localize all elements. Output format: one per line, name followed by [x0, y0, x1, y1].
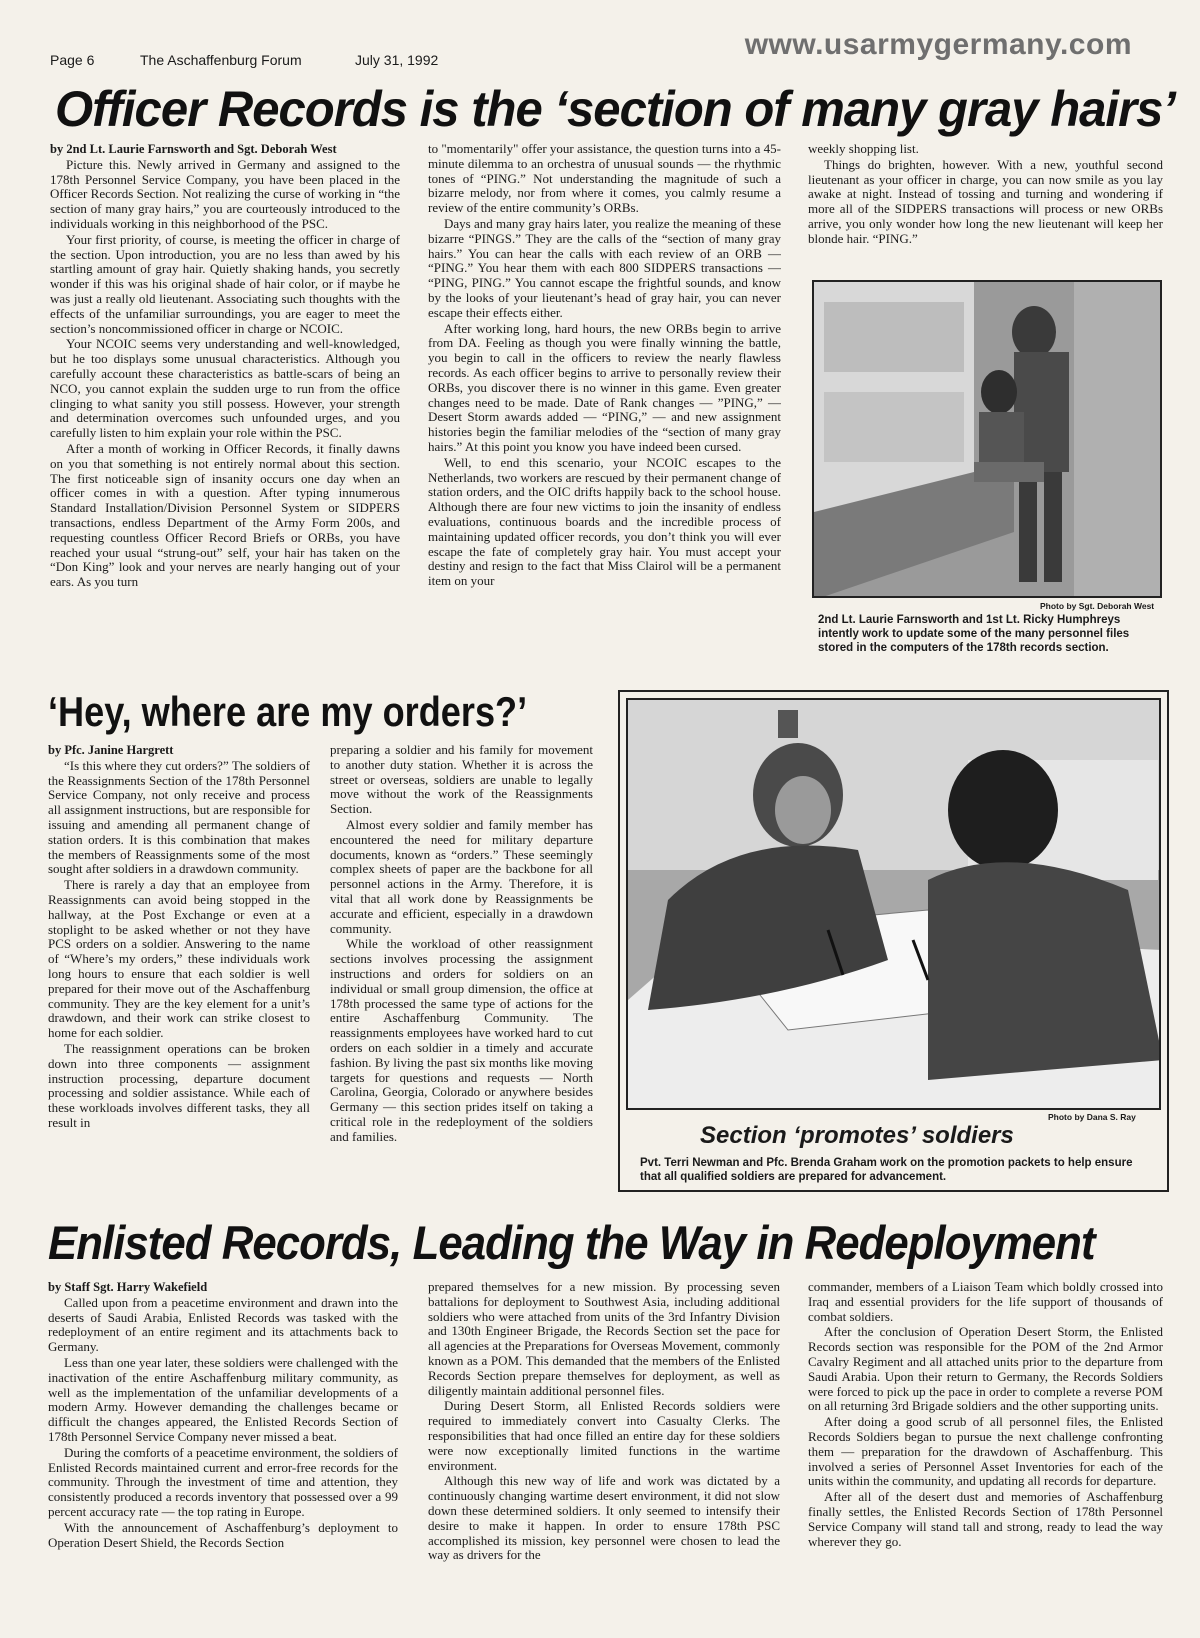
byline: by 2nd Lt. Laurie Farnsworth and Sgt. Deborah West: [50, 142, 337, 156]
headline-officer-records: Officer Records is the ‘section of many gray hairs’: [55, 81, 1176, 137]
headline-where-are-my-orders: ‘Hey, where are my orders?’: [48, 688, 528, 735]
photo-officers-at-computers: [812, 280, 1162, 598]
paragraph: preparing a soldier and his family for movement to another duty station. Whether it is across the street or overseas, soldiers are unable to legally move without the work of the Reassignments Section.: [330, 743, 593, 817]
paragraph: Called upon from a peacetime environment and drawn into the deserts of Saudi Arabia, Enlisted Records was tasked with the redeployment of an entire regiment and its attachments back to Germany.: [48, 1294, 398, 1355]
paragraph: Almost every soldier and family member has encountered the need for military departure documents, known as “orders.” These seemingly complex sheets of paper are the backbone for all personnel actions in the Army. Therefore, it is vital that all work done by Reassignments be accurate and efficient, especially in a drawdown community.: [330, 816, 593, 936]
paragraph: During Desert Storm, all Enlisted Records soldiers were required to immediately convert into Casualty Clerks. The responsibilities that had once filled an entire day for these soldiers were now exceptionally limited functions in the wartime environment.: [428, 1398, 780, 1473]
article1-column-1: [50, 142, 400, 674]
paragraph: Less than one year later, these soldiers were challenged with the inactivation of the entire Aschaffenburg military community, as well as the implementation of the unfamiliar developments of a modern Army. However demanding the challenges became or difficult the changes appeared, the Enlisted Records Section of 178th Personnel Service Company never missed a beat.: [48, 1354, 398, 1444]
paragraph: After doing a good scrub of all personnel files, the Enlisted Records Soldiers began to pursue the next challenge confronting them — preparation for the drawdown of Aschaffenburg. This involved a series of Personnel Asset Inventories for each of the units within the community, and updating all records for departure.: [808, 1414, 1163, 1489]
paragraph: “Is this where they cut orders?” The soldiers of the Reassignments Section of the 178th Personnel Service Company, not only receive and process all assignment instructions, but are responsible for issuing and amending all permanent change of station orders. It is this combination that makes the members of Reassignments some of the most sought after soldiers in a drawdown community.: [48, 757, 310, 877]
photo-caption: Pvt. Terri Newman and Pfc. Brenda Graham work on the promotion packets to help ensure that all qualified soldiers are prepared for advancement.: [640, 1157, 1133, 1183]
newspaper-name: The Aschaffenburg Forum: [140, 52, 302, 68]
paragraph: After the conclusion of Operation Desert Storm, the Enlisted Records section was responsible for the POM of the 2nd Armor Cavalry Regiment and all attached units prior to the departure from Saudi Arabia. Upon their return to Germany, the Records Soldiers were forced to pick up the pace in order to complete a reverse POM on all returning 3rd Brigade soldiers and the other supporting units.: [808, 1324, 1163, 1414]
page-number: Page 6: [50, 52, 95, 68]
paragraph: Your NCOIC seems very understanding and well-knowledged, but he too displays some unusual characteristics. Although you carefully account these characteristics as battle-scars of being an NCO, you cannot explain the sudden urge to run from the office clinging to what sanity you still possess. However, your strength and determination overcomes such unfounded urges, and you carefully listen to him explain your role within the PSC.: [50, 336, 400, 441]
photo-credit: Photo by Dana S. Ray: [1048, 1112, 1136, 1122]
photo-caption: 2nd Lt. Laurie Farnsworth and 1st Lt. Ricky Humphreys intently work to update some of the many personnel files stored in the computers of the 178th records section.: [818, 614, 1130, 654]
paragraph: After a month of working in Officer Records, it finally dawns on you that something is not entirely normal about this section. The first noticeable sign of insanity occurs one day when an officer comes in with a question. After typing innumerous Standard Installation/Division Personnel System or SIDPERS transactions, endless Department of the Army Form 200s, and requesting countless Officer Record Briefs or ORBs, you have reached your usual “strung-out” self, your hair has taken on the “Don King” look and your nerves are nearly hanging out of your ears. As you turn: [50, 440, 400, 590]
article3-column-2: [428, 1280, 780, 1625]
paragraph: The reassignment operations can be broken down into three components — assignment instruction processing, departure document processing and soldier assistance. While each of these workloads involves different tasks, they all result in: [48, 1040, 310, 1130]
photo-soldiers-writing: [626, 698, 1161, 1110]
site-url: www.usarmygermany.com: [744, 28, 1132, 61]
paragraph: With the announcement of Aschaffenburg’s deployment to Operation Desert Shield, the Records Section: [48, 1519, 398, 1550]
paragraph: Well, to end this scenario, your NCOIC escapes to the Netherlands, two workers are rescued by their permanent change of station orders, and the OIC drifts happily back to the school house. Although there are four new victims to join the insanity of endless evaluations, continuous boards and the incredible process of maintaining updated officer records, you don’t think you will ever escape the fate of completely gray hair. You must accept your destiny and resign to the fact that Miss Clairol will be a permanent item on your: [428, 454, 781, 589]
photo-subhead: Section ‘promotes’ soldiers: [700, 1122, 1014, 1149]
headline-enlisted-records: Enlisted Records, Leading the Way in Redeployment: [48, 1216, 1095, 1269]
article3-column-3: [808, 1280, 1163, 1625]
photo-image: [814, 282, 1162, 598]
article1-column-2: [428, 142, 781, 674]
paragraph: During the comforts of a peacetime environment, the soldiers of Enlisted Records maintained current and error-free records for the community. Through the investment of time and attention, they consistently produced a records inventory that possessed over a 99 percent accuracy rate — the top rating in Europe.: [48, 1444, 398, 1519]
paragraph: There is rarely a day that an employee from Reassignments can avoid being stopped in the hallway, at the Post Exchange or even at a stoplight to be asked whether or not they have PCS orders on a soldier. Answering to the name of “Where’s my orders,” these individuals work long hours to ensure that each soldier is well prepared for their move out of the Aschaffenburg community. They are the key element for a unit’s drawdown, and their work can strike closest to home for each soldier.: [48, 877, 310, 1041]
paragraph: commander, members of a Liaison Team which boldly crossed into Iraq and essential providers for the life support of thousands of combat soldiers.: [808, 1280, 1163, 1324]
article2-column-2: [330, 743, 593, 1203]
paragraph: While the workload of other reassignment sections involves processing the assignment instructions and orders for soldiers on an individual or small group dimension, the office at 178th processed the same type of actions for the entire Aschaffenburg Community. The reassignments employees have worked hard to cut orders on each soldier in a timely and accurate fashion. By living the past six months like moving targets for questions and requests — North Carolina, Georgia, Colorado or anywhere besides Germany — this section prides itself on taking a critical role in the redeployment of the soldiers and families.: [330, 936, 593, 1144]
byline: by Pfc. Janine Hargrett: [48, 743, 174, 757]
paragraph: weekly shopping list.: [808, 142, 919, 156]
paragraph: prepared themselves for a new mission. By processing seven battalions for deployment to Southwest Asia, including additional soldiers who were attached from units of the 3rd Infantry Division and 130th Engineer Brigade, the Records Section set the pace for all agencies at the Preparations for Overseas Movement, commonly known as a POM. This demanded that the members of the Enlisted Records Section prepare themselves for deployment, as well as diligently maintain additional personnel files.: [428, 1280, 780, 1398]
paragraph: Although this new way of life and work was dictated by a continuously changing wartime desert environment, it did not slow down these determined soldiers. It only seemed to intensify their desire to make it happen. In order to ensure 178th PSC accomplished its mission, key personnel were chosen to lead the way as drivers for the: [428, 1473, 780, 1563]
paragraph: Picture this. Newly arrived in Germany and assigned to the 178th Personnel Service Company, you have been placed in the Officer Records Section. Not realizing the curse of working in “the section of many gray hairs,” you are courteously introduced to the individuals working in this neighborhood of the PSC.: [50, 156, 400, 231]
issue-date: July 31, 1992: [355, 52, 439, 68]
paragraph: Days and many gray hairs later, you realize the meaning of these bizarre “PINGS.” They are the calls of the “section of many gray hairs.” You can hear the calls with each review of an ORB — “PING.” You hear them with each 800 SIDPERS transactions — “PING, PING.” You cannot escape the frightful sounds, and know by the looks of your lieutenant’s head of gray hair, you can never escape their effects either.: [428, 215, 781, 320]
article1-column-3: [808, 142, 1163, 272]
photo-image: [628, 700, 1161, 1110]
article2-column-1: [48, 743, 310, 1203]
paragraph: Things do brighten, however. With a new, youthful second lieutenant as your officer in charge, you can now smile as you lay awake at night. Instead of tossing and turning and wondering if more all of the SIDPERS transactions will process or new ORBs arrive, you only wonder how long the new lieutenant will keep her blonde hair. “PING.”: [808, 156, 1163, 246]
photo-credit: Photo by Sgt. Deborah West: [1040, 601, 1155, 611]
article3-column-1: [48, 1280, 398, 1625]
paragraph: Your first priority, of course, is meeting the officer in charge of the section. Upon introduction, you are no less than awed by his startling amount of gray hair. Quietly shaking hands, you secretly wonder if this was his original shade of hair color, or if maybe he was just a really old lieutenant. Associating such thoughts with the effects of the unfamiliar surroundings, you are eager to meet the section’s noncommissioned officer in charge or NCOIC.: [50, 231, 400, 336]
byline: by Staff Sgt. Harry Wakefield: [48, 1280, 208, 1294]
paragraph: After working long, hard hours, the new ORBs begin to arrive from DA. Feeling as though you were finally winning the battle, you begin to call in the officers to review the nearly flawless records. As each officer begins to arrive to personally review their ORBs, you discover there is no winner in this game. Even greater changes need to be made. Date of Rank changes — ”PING,” — Desert Storm awards added — “PING,” — and new assignment histories begin the familiar melodies of the “section of many gray hairs.” At this point you know you have indeed been cursed.: [428, 320, 781, 454]
paragraph: to "momentarily" offer your assistance, the question turns into a 45-minute dilemma to an orchestra of unusual sounds — the rhythmic tones of “PING.” Not understanding the magnitude of such a bizarre melody, nor from where it comes, you calmly resume a review of the entire community’s ORBs.: [428, 142, 781, 216]
paragraph: After all of the desert dust and memories of Aschaffenburg finally settles, the Enlisted Records Section of 178th Personnel Service Company will stand tall and strong, ready to lead the way wherever they go.: [808, 1489, 1163, 1549]
